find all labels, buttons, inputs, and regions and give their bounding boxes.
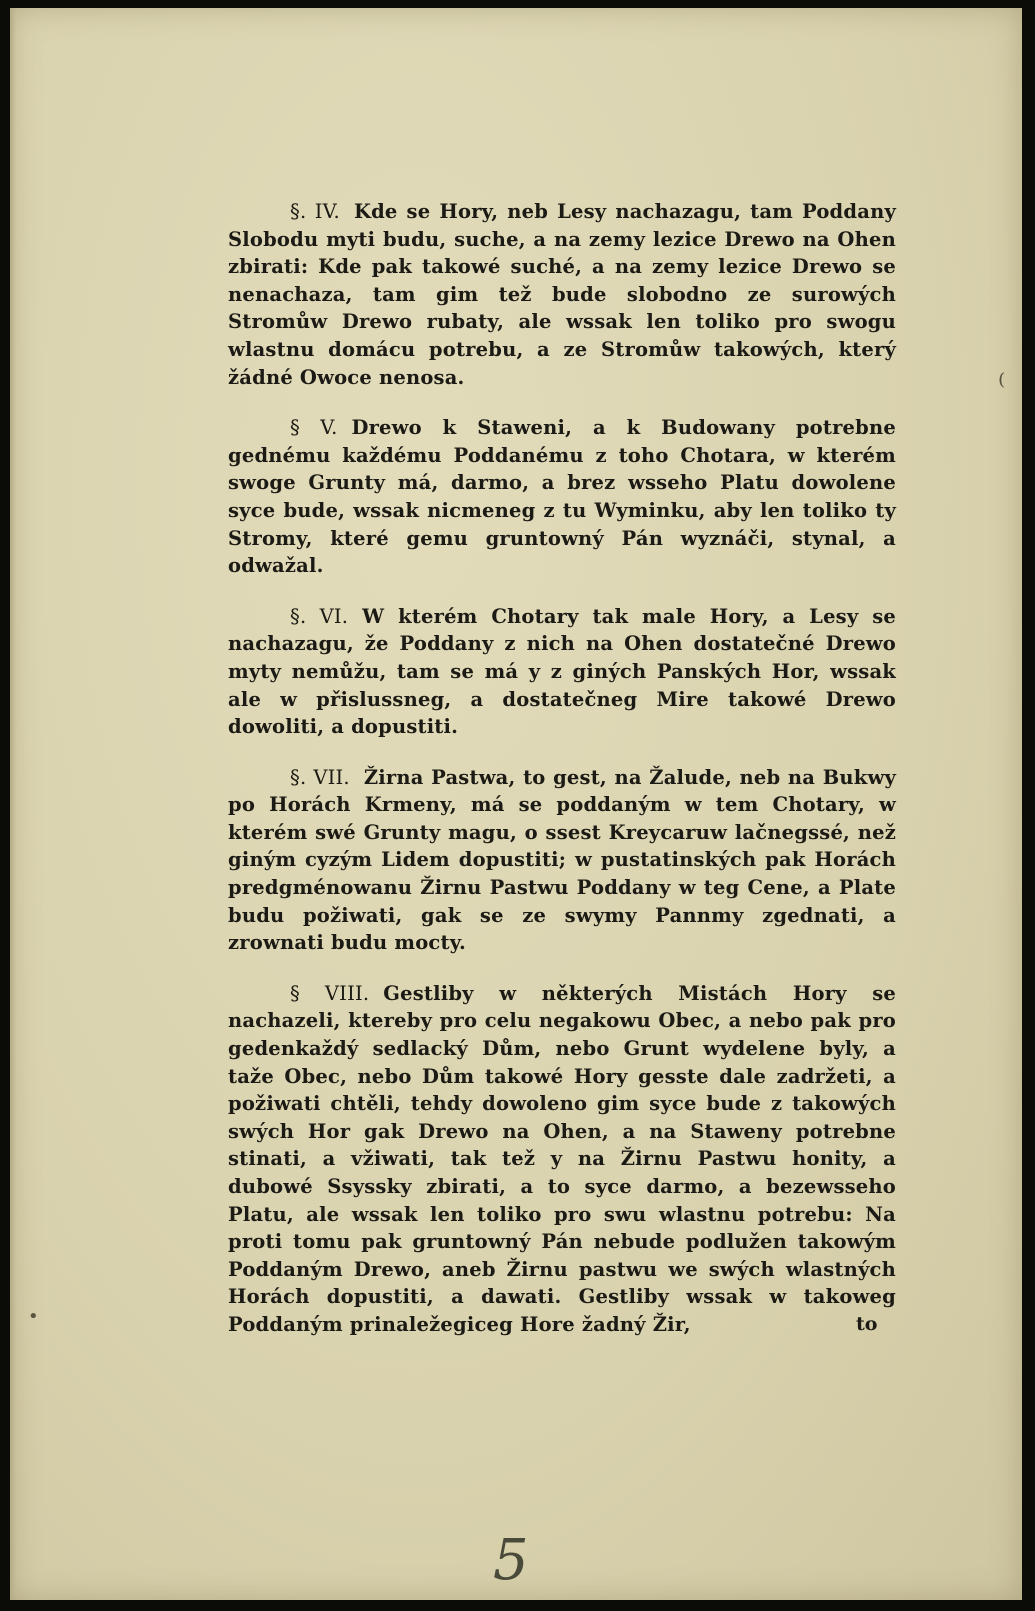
paragraph-vi xyxy=(228,603,896,741)
handwritten-page-number: 5 xyxy=(493,1528,529,1593)
catchword: to xyxy=(856,1313,878,1335)
paragraph-iv xyxy=(228,198,896,391)
section-number: § VIII. xyxy=(290,981,370,1005)
section-number: §. VI. xyxy=(290,604,349,628)
paragraph-text: Drewo k Staweni, a k Budowany potrebne gednému každému Poddanému z toho Chotara, w kterém swoge Grunty má, darmo, a brez wsseho Platu dowolene syce bude, wssak nicmeneg z tu Wyminku, aby len toliko ty Stromy, které gemu gruntowný Pán wyznáči, stynal, a odwažal. xyxy=(228,416,896,578)
section-number: §. IV. xyxy=(290,200,340,223)
paragraph-viii xyxy=(228,980,896,1339)
section-number: § V. xyxy=(290,416,338,440)
body-text xyxy=(228,198,896,1362)
section-number: §. VII. xyxy=(290,765,350,789)
paragraph-text: W kterém Chotary tak male Hory, a Lesy se nachazagu, že Poddany z nich na Ohen dostatečné Drewo myty nemůžu, tam se má y z giných Panských Hor, wssak ale w přislussneg, a dostatečneg Mire takowé Drewo dowoliti, a dopustiti. xyxy=(228,604,896,739)
ink-spot: • xyxy=(28,1306,39,1327)
paragraph-vii xyxy=(228,764,896,957)
paragraph-text: Gestliby w některých Mistách Hory se nachazeli, ktereby pro celu negakowu Obec, a nebo pak pro gedenkaždý sedlacký Dům, nebo Grunt wydelene byly, a taže Obec, nebo Dům takowé Hory gesste dale zadržeti, a požiwati chtěli, tehdy dowoleno gim syce bude z takowých swých Hor gak Drewo na Ohen, a na Staweny potrebne stinati, a vžiwati, tak tež y na Žirnu Pastwu honity, a dubowé Ssyssky zbirati, a to syce darmo, a bezewsseho Platu, ale wssak len toliko pro swu wlastnu potrebu: Na proti tomu pak gruntowný Pán nebude podlužen takowým Poddaným Drewo, aneb Žirnu pastwu we swých wlastných Horách dopustiti, a dawati. Gestliby wssak w takoweg Poddaným prinaležegiceg Hore žadný Žir, xyxy=(228,981,896,1336)
paragraph-text: Žirna Pastwa, to gest, na Žalude, neb na Bukwy po Horách Krmeny, má se poddaným w tem Chotary, w kterém swé Grunty magu, o ssest Kreycaruw lačnegssé, než giným cyzým Lidem dopustiti; w pustatinských pak Horách predgménowanu Žirnu Pastwu Poddany w teg Cene, a Plate budu požiwati, gak se ze swymy Pannmy zgednati, a zrownati budu mocty. xyxy=(228,765,896,955)
edge-mark: ⁽ xyxy=(998,368,1006,403)
paragraph-v xyxy=(228,414,896,580)
paragraph-text: Kde se Hory, neb Lesy nachazagu, tam Poddany Slobodu myti budu, suche, a na zemy lezice Drewo na Ohen zbirati: Kde pak takowé suché, a na zemy lezice Drewo se nenachaza, tam gim tež bude slobodno ze surowých Stromůw Drewo rubaty, ale wssak len toliko pro swogu wlastnu domácu potrebu, a ze Stromůw takowých, který žádné Owoce nenosa. xyxy=(228,200,896,389)
document-page xyxy=(10,8,1022,1600)
